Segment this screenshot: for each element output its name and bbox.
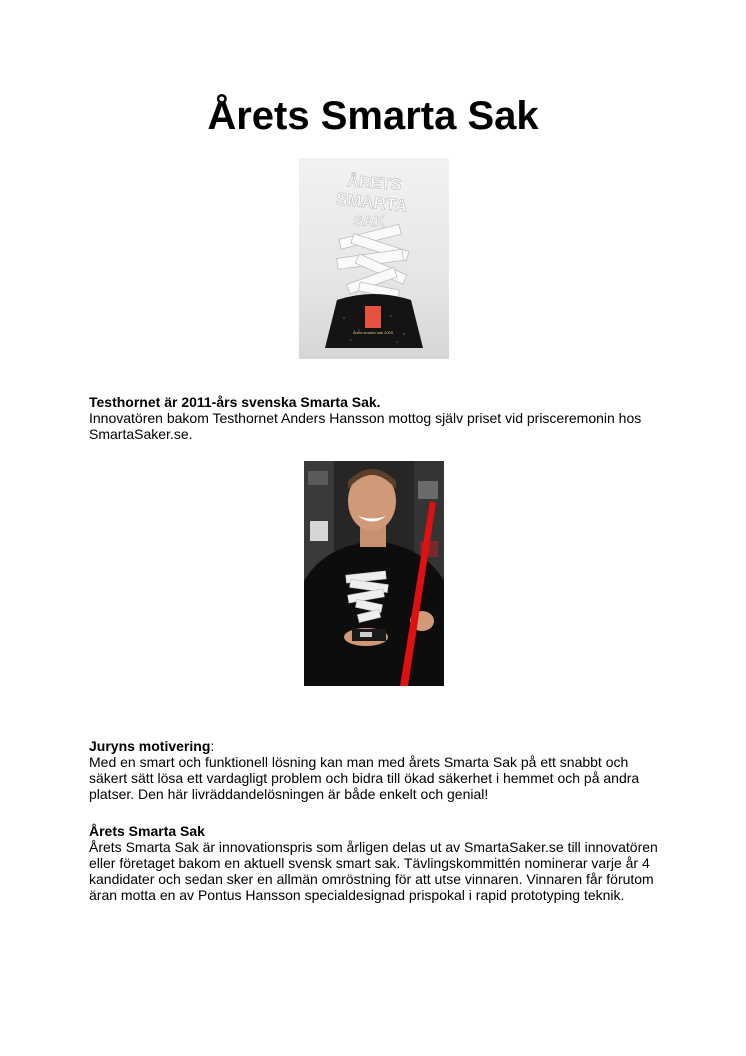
about-heading: Årets Smarta Sak xyxy=(89,823,205,839)
jury-heading-colon: : xyxy=(210,738,215,754)
winner-photo xyxy=(304,461,444,686)
jury-heading: Juryns motivering xyxy=(89,738,211,754)
trophy-logo-letters: ÅRETS xyxy=(346,173,402,194)
about-body: Årets Smarta Sak är innovationspris som årligen delas ut av SmartaSaker.se till innovatören eller företaget bakom en aktuell svensk smart sak. Tävlingskommittén nominerar varje år 4 kandidater och sedan sker en allmän omröstning för att utse vinnaren. Vinnaren får förutom äran motta en av Pontus Hansson specialdesignad prispokal i rapid prototyping teknik. xyxy=(89,839,658,903)
svg-text:SMARTA: SMARTA xyxy=(335,189,409,216)
trophy-plate: Årets smarta sak 2009 xyxy=(352,330,394,335)
winner-illustration xyxy=(304,461,444,686)
trophy-photo xyxy=(299,158,449,359)
page-title: Årets Smarta Sak xyxy=(207,94,539,138)
section-jury xyxy=(89,738,669,802)
winner-heading: Testhornet är 2011-års svenska Smarta Sak. xyxy=(89,394,381,410)
section-about xyxy=(89,823,669,903)
trophy-badge xyxy=(365,306,381,328)
svg-text:SAK: SAK xyxy=(353,213,385,230)
trophy-illustration xyxy=(299,158,449,359)
jury-body: Med en smart och funktionell lösning kan man med årets Smarta Sak på ett snabbt och säkert sätt lösa ett vardagligt problem och bidra till ökad säkerhet i hemmet och på andra platser. Den här livräddandelösningen är både enkelt och genial! xyxy=(89,754,640,802)
section-winner xyxy=(89,394,669,442)
winner-body: Innovatören bakom Testhornet Anders Hansson mottog själv priset vid prisceremonin hos SmartaSaker.se. xyxy=(89,410,642,442)
